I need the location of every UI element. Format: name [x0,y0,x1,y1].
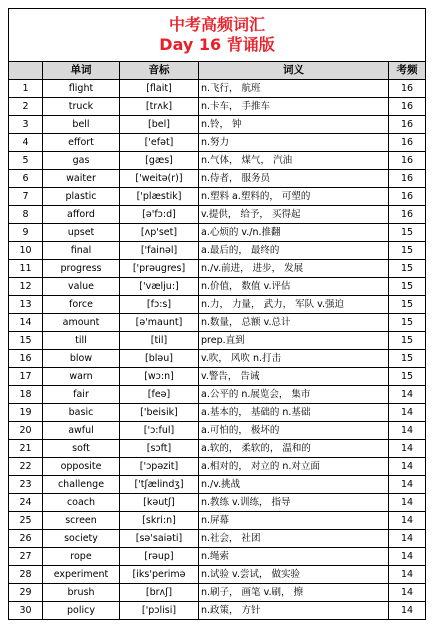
table-row [9,458,426,476]
table-row [9,242,426,260]
row-word: plastic [43,188,120,206]
row-number: 20 [9,422,43,440]
row-meaning: v.吹， 风吹 n.打击 [199,350,389,368]
row-number: 11 [9,260,43,278]
row-phonetic: [feə] [120,386,199,404]
row-word: amount [43,314,120,332]
row-word: force [43,296,120,314]
row-phonetic: [sə'saiəti] [120,530,199,548]
row-phonetic: [iks'perimə [120,566,199,584]
row-word: truck [43,98,120,116]
row-phonetic: ['weitə(r)] [120,170,199,188]
table-row [9,422,426,440]
row-meaning: n.飞行， 航班 [199,80,389,98]
table-row [9,170,426,188]
row-phonetic: [trʌk] [120,98,199,116]
page-title: 中考高频词汇 [169,15,266,34]
row-word: fair [43,386,120,404]
row-frequency: 16 [389,98,426,116]
row-frequency: 15 [389,242,426,260]
row-frequency: 15 [389,260,426,278]
row-word: value [43,278,120,296]
row-frequency: 14 [389,584,426,602]
row-meaning: a.最后的， 最终的 [199,242,389,260]
row-frequency: 16 [389,80,426,98]
row-word: challenge [43,476,120,494]
row-meaning: n.屏幕 [199,512,389,530]
row-frequency: 14 [389,422,426,440]
row-number: 16 [9,350,43,368]
row-number: 9 [9,224,43,242]
table-row [9,224,426,242]
row-meaning: n.数量， 总额 v.总计 [199,314,389,332]
table-row [9,80,426,98]
row-meaning: prep.直到 [199,332,389,350]
row-phonetic: ['vælju:] [120,278,199,296]
row-phonetic: [til] [120,332,199,350]
row-word: bell [43,116,120,134]
row-frequency: 15 [389,350,426,368]
table-row [9,368,426,386]
row-meaning: n.铃， 钟 [199,116,389,134]
row-word: upset [43,224,120,242]
row-frequency: 14 [389,440,426,458]
row-meaning: a.心烦的 v./n.推翻 [199,224,389,242]
header-meaning: 词义 [199,62,389,80]
vocab-sheet [8,8,425,620]
row-number: 14 [9,314,43,332]
row-frequency: 15 [389,314,426,332]
header-phonetic: 音标 [120,62,199,80]
table-row [9,278,426,296]
table-row [9,512,426,530]
table-row [9,584,426,602]
row-phonetic: ['fainəl] [120,242,199,260]
row-meaning: n./v.前进， 进步， 发展 [199,260,389,278]
row-phonetic: [wɔ:n] [120,368,199,386]
row-meaning: n.刷子， 画笔 v.刷， 擦 [199,584,389,602]
row-frequency: 16 [389,134,426,152]
row-word: experiment [43,566,120,584]
table-row [9,602,426,620]
row-word: coach [43,494,120,512]
row-phonetic: [ə'fɔ:d] [120,206,199,224]
row-meaning: n.试验 v.尝试， 做实验 [199,566,389,584]
table-row [9,314,426,332]
row-frequency: 15 [389,278,426,296]
row-number: 15 [9,332,43,350]
row-number: 24 [9,494,43,512]
row-number: 12 [9,278,43,296]
row-meaning: n.卡车， 手推车 [199,98,389,116]
row-word: awful [43,422,120,440]
row-frequency: 14 [389,530,426,548]
header-word: 单词 [43,62,120,80]
row-word: final [43,242,120,260]
row-phonetic: ['efət] [120,134,199,152]
row-phonetic: [rəup] [120,548,199,566]
table-row [9,404,426,422]
row-phonetic: ['beisik] [120,404,199,422]
table-body [9,80,426,620]
row-meaning: n.气体， 煤气， 汽油 [199,152,389,170]
row-phonetic: ['prəugres] [120,260,199,278]
row-word: brush [43,584,120,602]
row-frequency: 15 [389,332,426,350]
row-frequency: 14 [389,566,426,584]
row-frequency: 14 [389,404,426,422]
row-number: 1 [9,80,43,98]
row-number: 30 [9,602,43,620]
row-phonetic: [kəutʃ] [120,494,199,512]
row-frequency: 15 [389,296,426,314]
row-frequency: 14 [389,494,426,512]
row-phonetic: ['tʃælindʒ] [120,476,199,494]
row-number: 5 [9,152,43,170]
row-number: 17 [9,368,43,386]
table-row [9,530,426,548]
row-word: blow [43,350,120,368]
table-row [9,188,426,206]
row-frequency: 14 [389,512,426,530]
row-word: afford [43,206,120,224]
row-number: 26 [9,530,43,548]
row-word: basic [43,404,120,422]
row-number: 2 [9,98,43,116]
row-word: warn [43,368,120,386]
table-row [9,386,426,404]
row-number: 8 [9,206,43,224]
row-phonetic: ['plæstik] [120,188,199,206]
table-row [9,134,426,152]
row-phonetic: [gæs] [120,152,199,170]
table-row [9,98,426,116]
row-number: 7 [9,188,43,206]
row-phonetic: [ə'maunt] [120,314,199,332]
row-word: waiter [43,170,120,188]
row-number: 4 [9,134,43,152]
row-meaning: n.社会， 社团 [199,530,389,548]
row-number: 6 [9,170,43,188]
row-word: effort [43,134,120,152]
row-frequency: 14 [389,548,426,566]
row-frequency: 15 [389,368,426,386]
table-row [9,260,426,278]
table-row [9,548,426,566]
row-word: flight [43,80,120,98]
row-number: 3 [9,116,43,134]
row-meaning: n.努力 [199,134,389,152]
table-row [9,332,426,350]
page-subtitle: Day 16 背诵版 [159,35,275,54]
row-number: 23 [9,476,43,494]
table-row [9,206,426,224]
row-word: till [43,332,120,350]
title-cell [9,9,426,62]
row-meaning: n.政策， 方针 [199,602,389,620]
table-row [9,440,426,458]
row-meaning: a.公平的 n.展览会， 集市 [199,386,389,404]
row-meaning: v.提供， 给予， 买得起 [199,206,389,224]
row-phonetic: [flait] [120,80,199,98]
header-frequency: 考频 [389,62,426,80]
row-meaning: a.基本的， 基础的 n.基础 [199,404,389,422]
row-number: 22 [9,458,43,476]
row-number: 27 [9,548,43,566]
row-meaning: v.警告， 告诫 [199,368,389,386]
row-meaning: n.价值， 数值 v.评估 [199,278,389,296]
row-phonetic: [brʌʃ] [120,584,199,602]
row-meaning: n.绳索 [199,548,389,566]
table-row [9,296,426,314]
row-phonetic: [fɔ:s] [120,296,199,314]
row-meaning: a.相对的， 对立的 n.对立面 [199,458,389,476]
row-phonetic: ['ɔpəzit] [120,458,199,476]
row-frequency: 16 [389,152,426,170]
row-word: opposite [43,458,120,476]
row-meaning: a.可怕的， 极坏的 [199,422,389,440]
table-row [9,350,426,368]
row-number: 19 [9,404,43,422]
row-frequency: 15 [389,224,426,242]
table-row [9,152,426,170]
header-number [9,62,43,80]
row-meaning: n.教练 v.训练， 指导 [199,494,389,512]
row-word: screen [43,512,120,530]
row-word: progress [43,260,120,278]
row-phonetic: [bləu] [120,350,199,368]
table-row [9,566,426,584]
row-phonetic: [bel] [120,116,199,134]
row-meaning: n.力， 力量， 武力， 军队 v.强迫 [199,296,389,314]
row-number: 21 [9,440,43,458]
row-number: 10 [9,242,43,260]
row-frequency: 16 [389,206,426,224]
row-meaning: a.软的， 柔软的， 温和的 [199,440,389,458]
row-number: 18 [9,386,43,404]
row-word: society [43,530,120,548]
header-row [9,62,426,80]
row-word: gas [43,152,120,170]
row-word: rope [43,548,120,566]
row-frequency: 16 [389,116,426,134]
row-phonetic: [skri:n] [120,512,199,530]
row-frequency: 14 [389,602,426,620]
row-word: soft [43,440,120,458]
row-meaning: n.塑料 a.塑料的， 可塑的 [199,188,389,206]
row-meaning: n.侍者， 服务员 [199,170,389,188]
row-phonetic: [sɔft] [120,440,199,458]
table-row [9,476,426,494]
row-meaning: n./v.挑战 [199,476,389,494]
row-number: 28 [9,566,43,584]
row-frequency: 14 [389,458,426,476]
vocab-table [8,8,426,620]
row-number: 29 [9,584,43,602]
table-row [9,494,426,512]
row-number: 25 [9,512,43,530]
row-phonetic: [ʌp'set] [120,224,199,242]
row-word: policy [43,602,120,620]
row-number: 13 [9,296,43,314]
row-frequency: 16 [389,188,426,206]
table-row [9,116,426,134]
row-frequency: 14 [389,386,426,404]
row-frequency: 14 [389,476,426,494]
row-phonetic: ['pɔlisi] [120,602,199,620]
row-phonetic: ['ɔ:ful] [120,422,199,440]
row-frequency: 16 [389,170,426,188]
